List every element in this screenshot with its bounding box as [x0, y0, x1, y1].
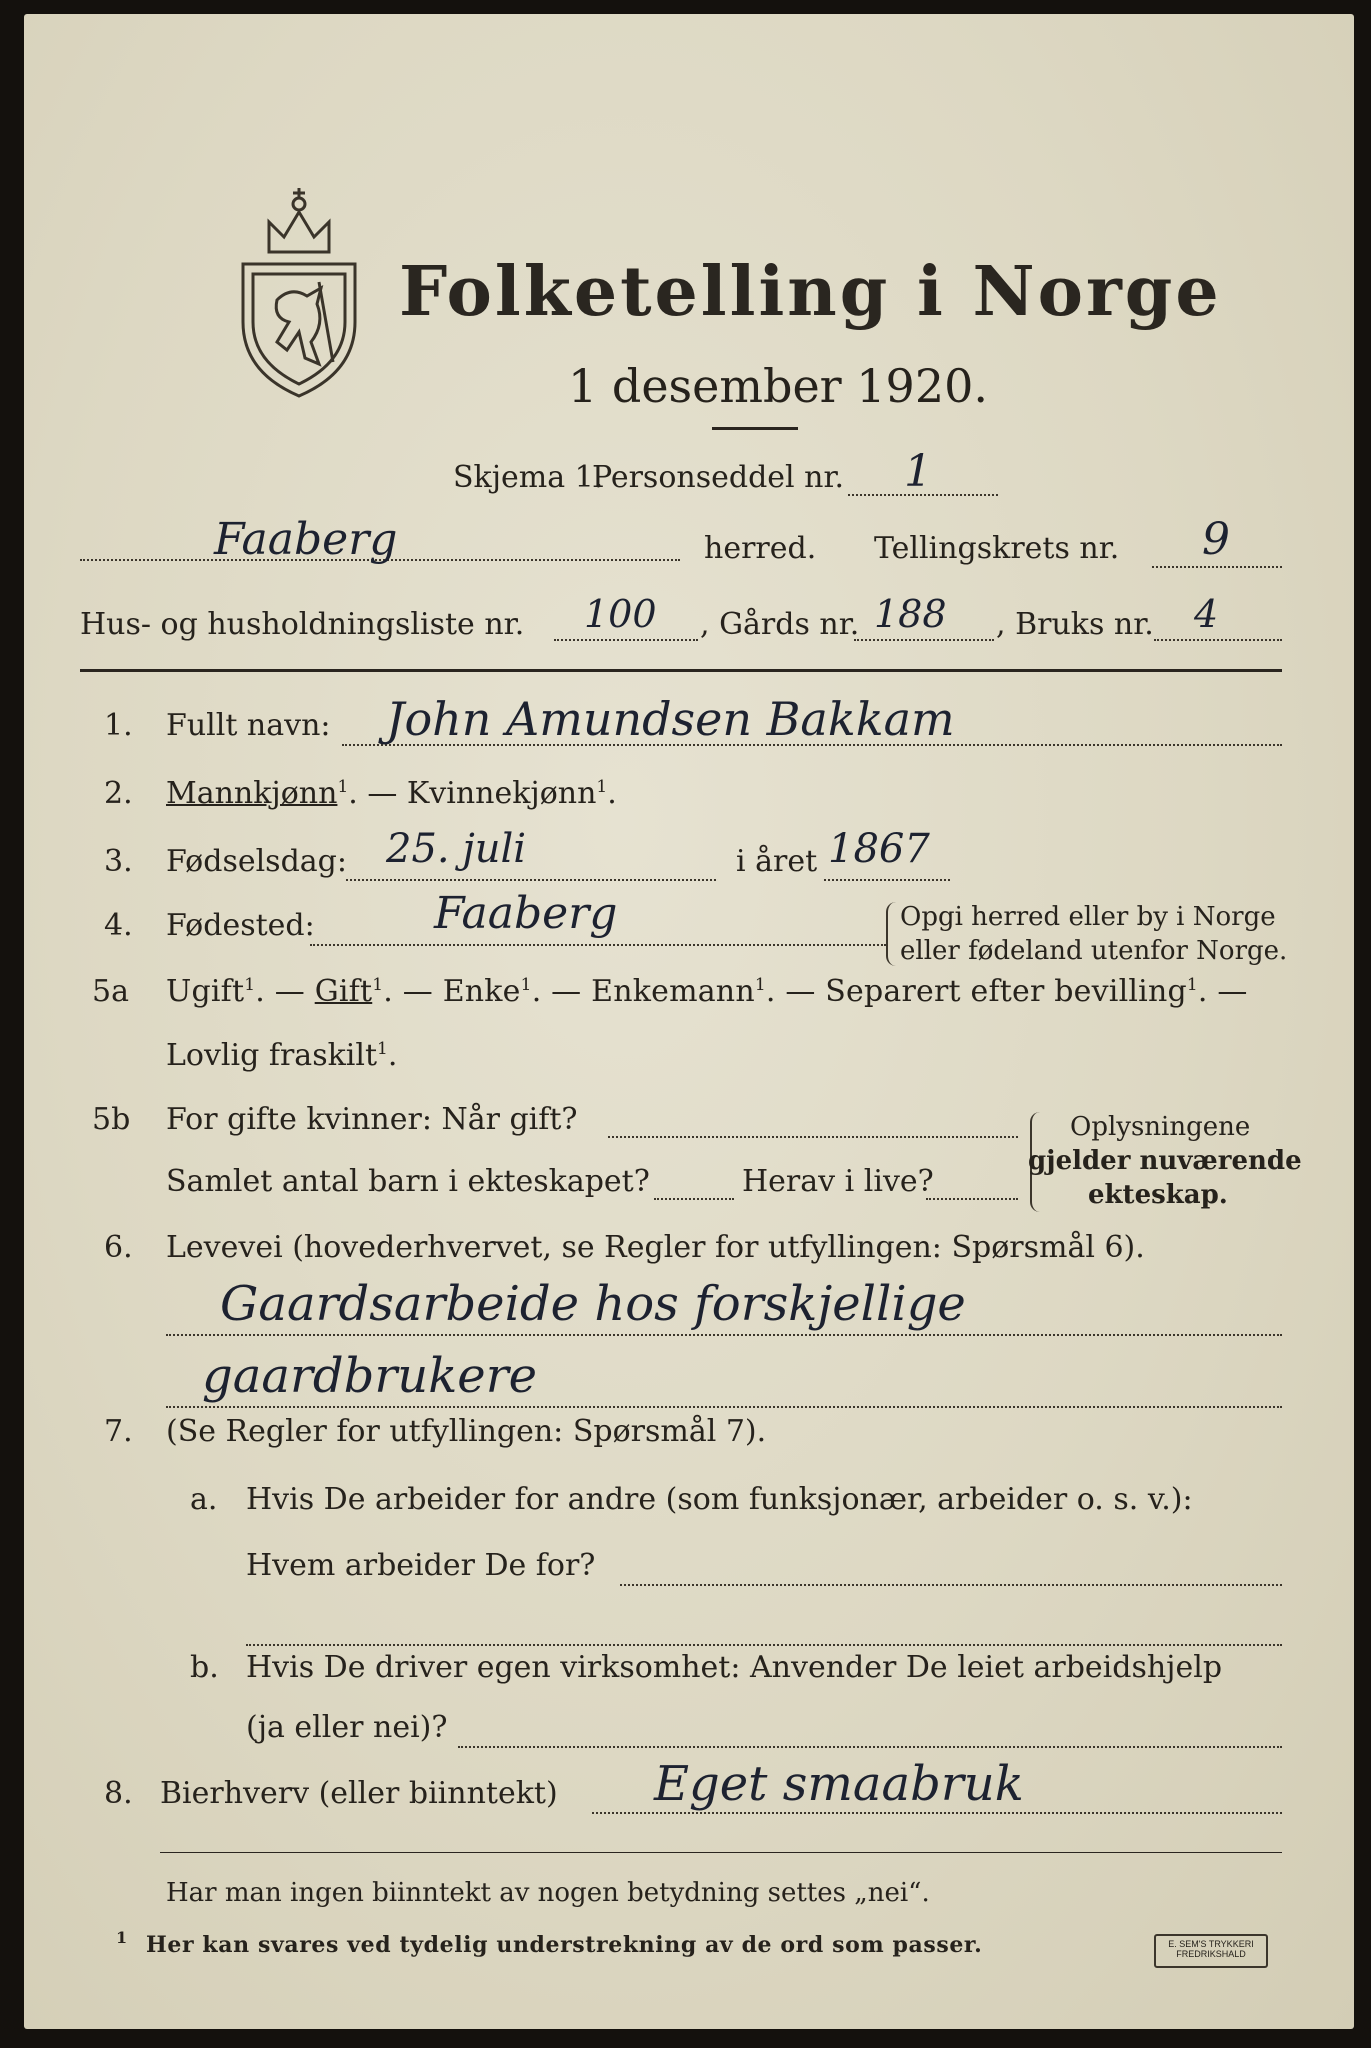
q3-date-value: 25. juli [386, 826, 527, 872]
hus-label: Hus- og husholdningsliste nr. [80, 607, 525, 642]
q5b-note1: Oplysningene [1070, 1112, 1251, 1142]
q5b-line1: For gifte kvinner: Når gift? [166, 1102, 578, 1137]
q7a-line2: Hvem arbeider De for? [246, 1548, 596, 1583]
bruks-value: 4 [1194, 592, 1219, 636]
q5a-number: 5a [92, 974, 129, 1009]
q6-label: Levevei (hovederhvervet, se Regler for utfyllingen: Spørsmål 6). [166, 1230, 1145, 1265]
q7b-letter: b. [190, 1650, 219, 1685]
q7-label: (Se Regler for utfyllingen: Spørsmål 7). [166, 1414, 767, 1449]
q3-label: Fødselsdag: [166, 844, 347, 879]
q5a-enkemann-option[interactable]: Enkemann [591, 974, 755, 1009]
q4-note-brace [886, 902, 898, 966]
hus-field[interactable] [554, 639, 698, 641]
herred-value: Faaberg [214, 514, 398, 565]
q4-label: Fødested: [166, 908, 315, 943]
coat-of-arms-icon [229, 182, 369, 402]
form-date: 1 desember 1920. [568, 359, 988, 413]
q5b-note2: gjelder nuværende [1028, 1146, 1302, 1176]
q7a-letter: a. [190, 1482, 218, 1517]
hus-value: 100 [584, 592, 657, 636]
q4-field[interactable] [310, 944, 886, 946]
q3-year-label: i året [736, 844, 818, 879]
q3-year-field[interactable] [824, 879, 950, 881]
q6-number: 6. [104, 1230, 133, 1265]
q8-label: Bierhverv (eller biinntekt) [160, 1776, 558, 1811]
q2-options: Mannkjønn$^1$. — Kvinnekjønn$^1$. [166, 776, 617, 811]
gards-field[interactable] [854, 639, 994, 641]
q5b-note3: ekteskap. [1088, 1180, 1228, 1210]
q5a-ugift-option[interactable]: Ugift [166, 974, 245, 1009]
q5a-gift-option[interactable]: Gift [314, 974, 373, 1009]
q1-number: 1. [104, 708, 133, 743]
q7-number: 7. [104, 1414, 133, 1449]
q2-number: 2. [104, 776, 133, 811]
footer-divider [160, 1852, 1282, 1853]
q7b-line2: (ja eller nei)? [246, 1710, 448, 1745]
q6-value-line1: Gaardsarbeide hos forskjellige [220, 1276, 966, 1332]
tellingskrets-label: Tellingskrets nr. [874, 531, 1120, 566]
header-divider [80, 669, 1282, 672]
personseddel-value: 1 [904, 446, 932, 497]
q5a-fraskilt-option[interactable]: Lovlig fraskilt [166, 1038, 378, 1073]
q8-number: 8. [104, 1776, 133, 1811]
q5b-alive-field[interactable] [926, 1198, 1018, 1200]
q2-female-option[interactable]: Kvinnekjønn [406, 776, 597, 811]
q8-field[interactable] [592, 1812, 1282, 1814]
gards-value: 188 [874, 592, 947, 636]
q6-field-line1[interactable] [166, 1334, 1282, 1336]
bruks-label: , Bruks nr. [996, 607, 1154, 642]
q7a-line1: Hvis De arbeider for andre (som funksjonær, arbeider o. s. v.): [246, 1482, 1193, 1517]
q5a-enke-option[interactable]: Enke [442, 974, 521, 1009]
q5b-number: 5b [92, 1102, 131, 1137]
q6-value-line2: gaardbrukere [202, 1348, 538, 1404]
q8-value: Eget smaabruk [654, 1756, 1024, 1812]
q4-number: 4. [104, 908, 133, 943]
q5b-married-field[interactable] [608, 1136, 1018, 1138]
form-title: Folketelling i Norge [399, 252, 1222, 332]
q5a-separert-option[interactable]: Separert efter bevilling [825, 974, 1187, 1009]
q3-year-value: 1867 [828, 826, 930, 872]
census-form [24, 14, 1354, 2029]
q4-value: Faaberg [434, 888, 618, 939]
q3-date-field[interactable] [346, 879, 716, 881]
q3-number: 3. [104, 844, 133, 879]
tellingskrets-field[interactable] [1152, 566, 1282, 568]
q6-field-line2[interactable] [166, 1406, 1282, 1408]
q2-male-option[interactable]: Mannkjønn [166, 776, 338, 811]
q7b-field[interactable] [458, 1746, 1282, 1748]
q7b-line1: Hvis De driver egen virksomhet: Anvender De leiet arbeidshjelp [246, 1650, 1223, 1685]
personseddel-label: Personseddel nr. [592, 460, 845, 495]
q7a-field-line1[interactable] [620, 1584, 1282, 1586]
footnote-mark: 1 [116, 1928, 128, 1947]
printer-stamp: E. SEM'S TRYKKERI FREDRIKSHALD [1154, 1934, 1268, 1968]
q5b-line2b: Herav i live? [742, 1164, 934, 1199]
q5b-line2a: Samlet antal barn i ekteskapet? [166, 1164, 650, 1199]
gards-label: , Gårds nr. [700, 607, 860, 642]
q1-label: Fullt navn: [166, 708, 331, 743]
q4-note-line2: eller fødeland utenfor Norge. [900, 936, 1288, 966]
q7a-field-line2[interactable] [246, 1644, 1282, 1646]
title-rule [712, 427, 798, 430]
q5a-options-line2: Lovlig fraskilt$^1$. [166, 1038, 398, 1073]
q4-note-line1: Opgi herred eller by i Norge [900, 902, 1276, 932]
q5b-children-field[interactable] [654, 1198, 734, 1200]
bruks-field[interactable] [1154, 639, 1282, 641]
skjema-label: Skjema 1. [453, 460, 604, 495]
footnote-text: Her kan svares ved tydelig understrekning av de ord som passer. [146, 1932, 983, 1958]
footer-note: Har man ingen biinntekt av nogen betydning settes „nei“. [166, 1878, 930, 1908]
herred-label: herred. [704, 531, 817, 566]
q5a-options: Ugift$^1$. — Gift$^1$. — Enke$^1$. — Enkemann$^1$. — Separert efter bevilling$^1$. — [166, 974, 1248, 1009]
q1-value: John Amundsen Bakkam [386, 692, 955, 746]
tellingskrets-value: 9 [1202, 514, 1230, 565]
